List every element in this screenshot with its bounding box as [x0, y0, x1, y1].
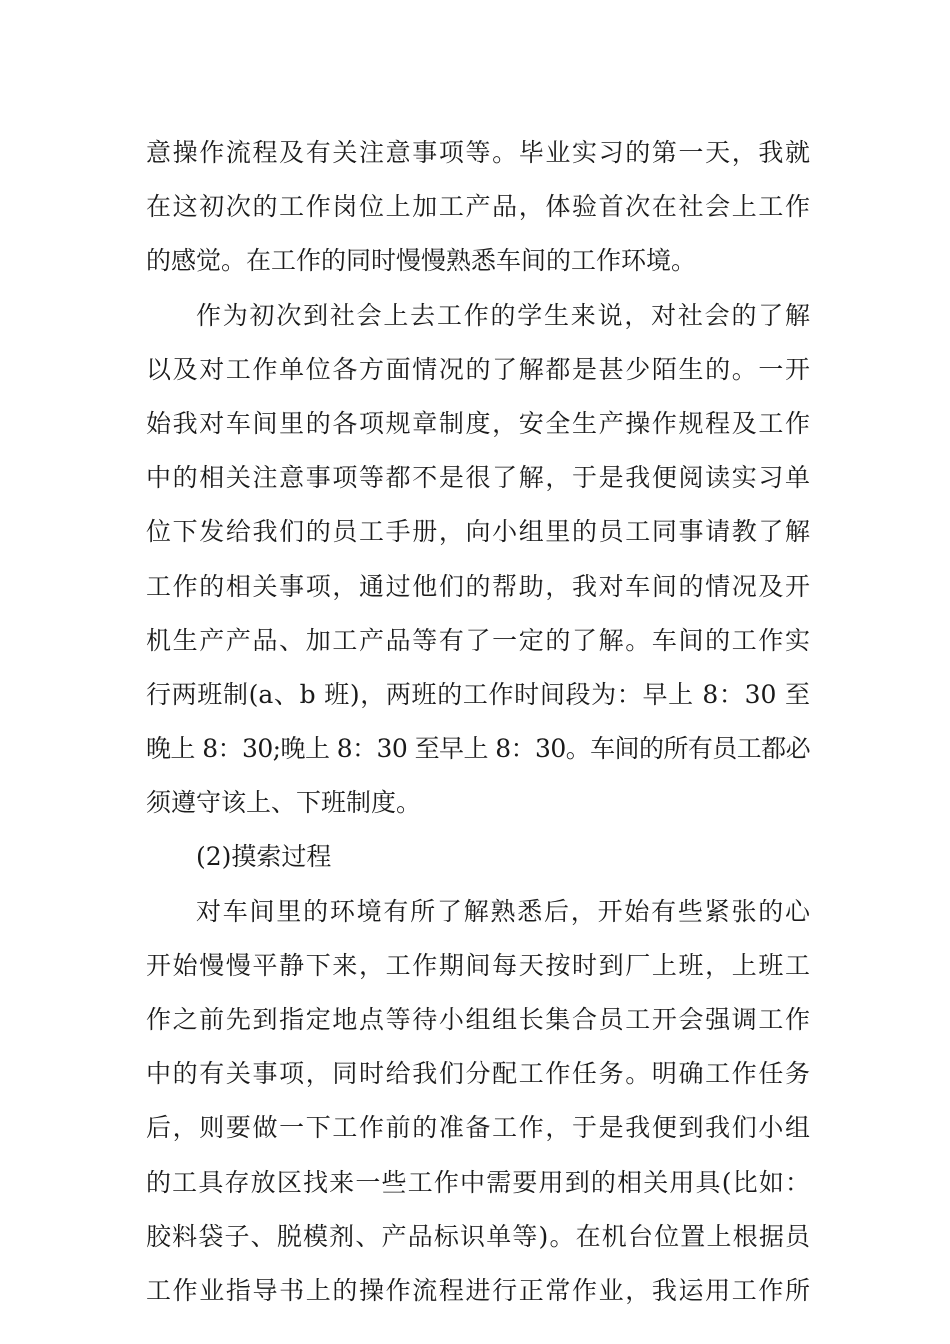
text-line: 晚上 8：30;晚上 8：30 至早上 8：30。车间的所有员工都必	[146, 734, 810, 764]
text-line: 位下发给我们的员工手册，向小组里的员工同事请教了解	[146, 517, 810, 547]
text-line: 工作业指导书上的操作流程进行正常作业，我运用工作所	[146, 1275, 810, 1305]
body-text	[146, 126, 810, 1318]
text-line: 机生产产品、加工产品等有了一定的了解。车间的工作实	[146, 625, 810, 655]
text-line: 中的相关注意事项等都不是很了解，于是我便阅读实习单	[146, 463, 810, 493]
text-line: 中的有关事项，同时给我们分配工作任务。明确工作任务	[146, 1059, 810, 1089]
text-line: 始我对车间里的各项规章制度，安全生产操作规程及工作	[146, 408, 810, 438]
text-line: 以及对工作单位各方面情况的了解都是甚少陌生的。一开	[146, 354, 810, 384]
text-line: 胶料袋子、脱模剂、产品标识单等)。在机台位置上根据员	[146, 1221, 810, 1251]
text-line: 的感觉。在工作的同时慢慢熟悉车间的工作环境。	[146, 246, 697, 276]
section-heading: (2)摸索过程	[196, 842, 332, 872]
text-line: 工作的相关事项，通过他们的帮助，我对车间的情况及开	[146, 571, 810, 601]
text-line: 行两班制(a、b 班)，两班的工作时间段为：早上 8：30 至	[146, 679, 810, 709]
paragraph-first-line: 作为初次到社会上去工作的学生来说，对社会的了解	[196, 300, 810, 330]
text-line: 意操作流程及有关注意事项等。毕业实习的第一天，我就	[146, 138, 810, 167]
paragraph-first-line: 对车间里的环境有所了解熟悉后，开始有些紧张的心	[196, 896, 810, 926]
text-line: 作之前先到指定地点等待小组组长集合员工开会强调工作	[146, 1005, 810, 1034]
text-line: 的工具存放区找来一些工作中需要用到的相关用具(比如：	[146, 1167, 810, 1197]
text-line: 后，则要做一下工作前的准备工作，于是我便到我们小组	[146, 1113, 810, 1143]
text-line: 开始慢慢平静下来，工作期间每天按时到厂上班，上班工	[146, 950, 810, 980]
text-line: 在这初次的工作岗位上加工产品，体验首次在社会上工作	[146, 192, 810, 222]
text-line: 须遵守该上、下班制度。	[146, 788, 422, 818]
